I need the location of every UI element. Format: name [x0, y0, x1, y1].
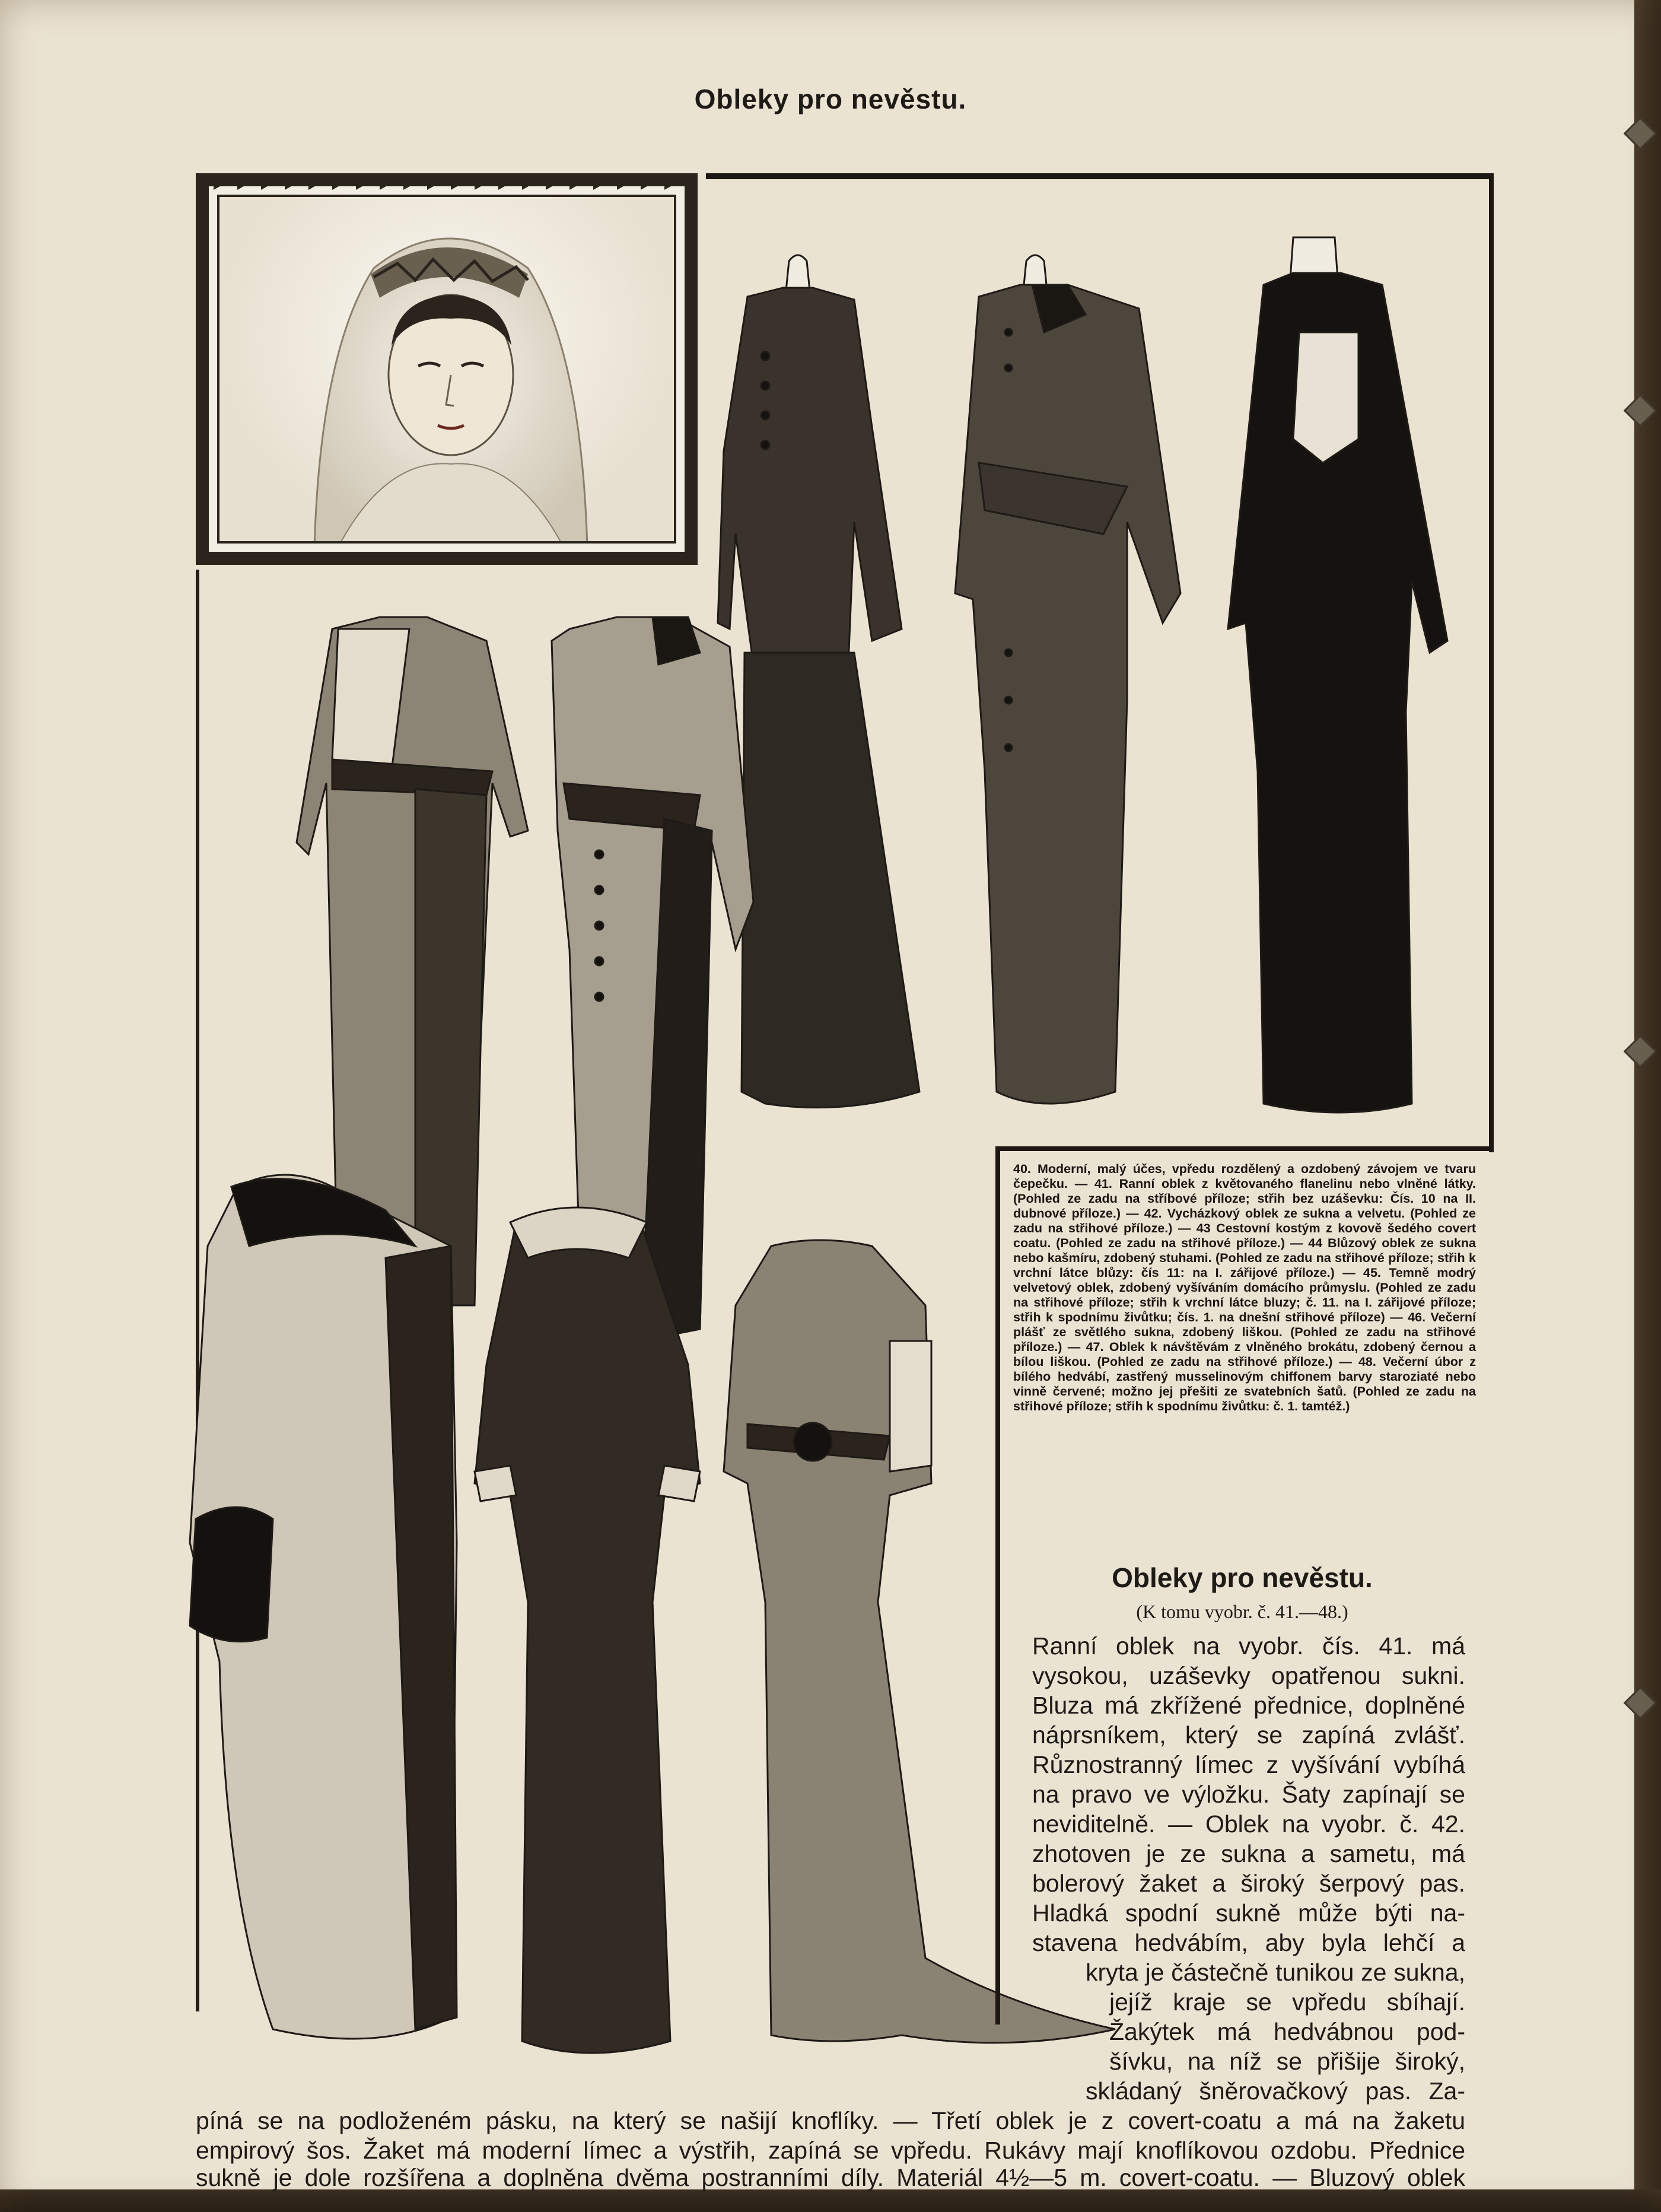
body-line: sukně je dole rozšířena a doplněna dvěma postranními díly. Materiál 4½—5 m. covert-coatu. — Bluzový oblek: [196, 2164, 1465, 2191]
body-line: Žakýtek má hedvábnou pod-: [1109, 2018, 1465, 2045]
article-title: Obleky pro nevěstu.: [1112, 1562, 1373, 1593]
body-line: bolerový žaket a široký šerpový pas.: [1032, 1870, 1465, 1897]
body-line: zhotoven je ze sukna a sametu, má: [1032, 1840, 1465, 1867]
figure-caption: 40. Moderní, malý účes, vpředu rozdělený a ozdobený závojem ve tvaru čepečku. — 41. Ranní oblek z květovaného flanelinu nebo vlněné látky. (Pohled ze zadu na stříbové příloze; střih bez uzáševku: Čís. 10 na II. dubnové příloze.) — 42. Vycházkový oblek ze sukna a velvetu. (Pohled ze zadu na střihové příloze.) — 43 Cestovní kostým z kovově šedého covert coatu. (Pohled ze zadu na střihové příloze.) — 44 Blůzový oblek ze sukna nebo kašmíru, zdobený stuhami. (Pohled ze zadu na střihové příloze; střih k vrchní látce blůzy: čís 11: na I. zářijové příloze.) — 45. Temně modrý velvetový oblek, zdobený vyšíváním domácího průmyslu. (Pohled ze zadu na střihové příloze; střih k vrchní látce bluzy; č. 11. na I. zářijové příloze; střih k spodnímu živůtku; čís. 1. na dnešní střihové příloze) — 46. Večerní plášť ze světlého sukna, zdobený liškou. (Pohled ze zadu na střihové příloze.) — 47. Oblek k návštěvám z vlněného brokátu, zdobený černou a bílou liškou. (Pohled ze zadu na střihové příloze.) — 48. Večerní úbor z bílého hedvábí, zastřený musselinovým chiffonem barvy staroziaté nebo vinně červené; možno jej přešiti ze svatebních šatů. (Pohled ze zadu na střihové příloze; střih k spodnímu živůtku: č. 1. tamtéž.): [1013, 1162, 1476, 1413]
body-line: empirový šos. Žaket má moderní límec a výstřih, zapíná se vpředu. Rukávy mají knoflíkovou ozdobu. Přednice: [196, 2137, 1465, 2164]
body-line: píná se na podloženém pásku, na který se našijí knoflíky. — Třetí oblek je z covert-coatu a má na žaketu: [196, 2107, 1465, 2134]
body-line: náprsníkem, který se zapíná zvlášť.: [1032, 1721, 1465, 1749]
body-line: neviditelně. — Oblek na vyobr. č. 42.: [1032, 1810, 1465, 1838]
body-line: Hladká spodní sukně může býti na-: [1032, 1899, 1465, 1927]
body-line: skládaný šněrovačkový pas. Za-: [1086, 2077, 1465, 2105]
running-head: Obleky pro nevěstu.: [694, 84, 967, 115]
body-line: jejíž kraje se vpředu sbíhají.: [1109, 1988, 1465, 2016]
coat-46: [190, 1175, 457, 2039]
body-line: Ranní oblek na vyobr. čís. 41. má: [1032, 1632, 1465, 1660]
body-line: šívku, na níž se přišije široký,: [1109, 2048, 1465, 2075]
body-line: vysokou, uzáševky opatřenou sukni.: [1032, 1662, 1465, 1689]
body-line: na pravo ve výložku. Šaty zapínají se: [1032, 1781, 1465, 1808]
body-line: Různostranný límec z vyšívání vybíhá: [1032, 1751, 1465, 1778]
article-subtitle: (K tomu vyobr. č. 41.—48.): [1136, 1601, 1348, 1622]
body-line: kryta je částečně tunikou ze sukna,: [1086, 1959, 1465, 1986]
visiting-dress-47: [475, 1207, 700, 2053]
blouse-costume-44: [955, 255, 1180, 1104]
walking-costume-43: [718, 255, 919, 1108]
velvet-dress-45: [1228, 237, 1447, 1113]
body-line: stavena hedvábím, aby byla lehčí a: [1032, 1929, 1465, 1956]
body-line: Bluza má zkřížené přednice, doplněné: [1032, 1692, 1465, 1719]
